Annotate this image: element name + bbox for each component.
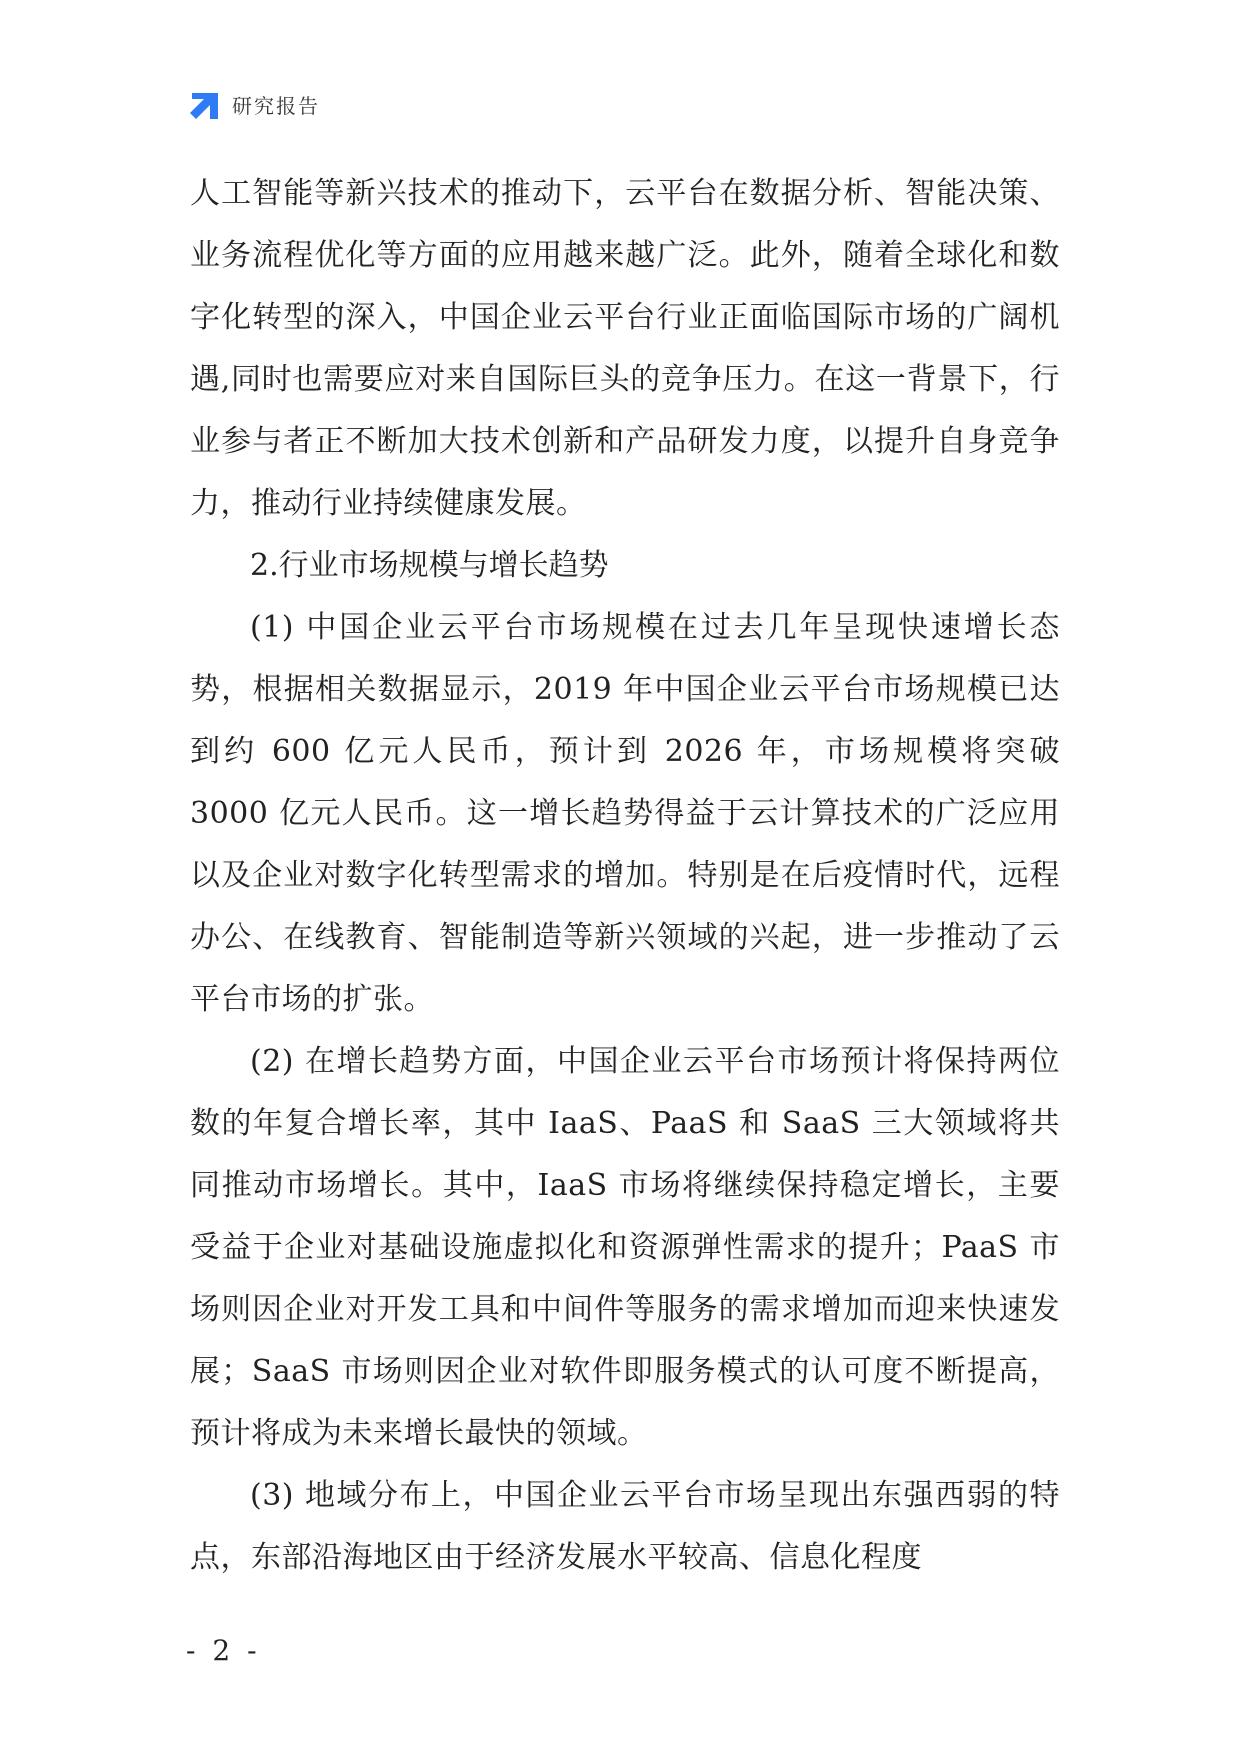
arrow-up-right-icon — [188, 89, 222, 123]
paragraph-regional-distribution: (3) 地域分布上，中国企业云平台市场呈现出东强西弱的特点，东部沿海地区由于经济发展水平较高、信息化程度 — [190, 1478, 1060, 1575]
paragraph-market-size: (1) 中国企业云平台市场规模在过去几年呈现快速增长态势，根据相关数据显示，2019 年中国企业云平台市场规模已达到约 600 亿元人民币，预计到 2026 年，市场规模将突破 3000 亿元人民币。这一增长趋势得益于云计算技术的广泛应用以及企业对数字化转型需求的增加。特别是在后疫情时代，远程办公、在线教育、智能制造等新兴领域的兴起，进一步推动了云平台市场的扩张。 — [190, 610, 1060, 1017]
page-number: - 2 - — [186, 1634, 261, 1667]
document-body — [190, 163, 1060, 1589]
header-title: 研究报告 — [232, 94, 320, 118]
paragraph-growth-trend: (2) 在增长趋势方面，中国企业云平台市场预计将保持两位数的年复合增长率，其中 IaaS、PaaS 和 SaaS 三大领域将共同推动市场增长。其中，IaaS 市场将继续保持稳定增长，主要受益于企业对基础设施虚拟化和资源弹性需求的提升；PaaS 市场则因企业对开发工具和中间件等服务的需求增加而迎来快速发展；SaaS 市场则因企业对软件即服务模式的认可度不断提高，预计将成为未来增长最快的领域。 — [190, 1044, 1060, 1451]
report-header — [188, 88, 320, 124]
section-heading: 2.行业市场规模与增长趋势 — [250, 548, 609, 583]
paragraph-intro-continuation: 人工智能等新兴技术的推动下，云平台在数据分析、智能决策、业务流程优化等方面的应用越来越广泛。此外，随着全球化和数字化转型的深入，中国企业云平台行业正面临国际市场的广阔机遇,同时也需要应对来自国际巨头的竞争压力。在这一背景下，行业参与者正不断加大技术创新和产品研发力度，以提升自身竞争力，推动行业持续健康发展。 — [190, 176, 1060, 521]
